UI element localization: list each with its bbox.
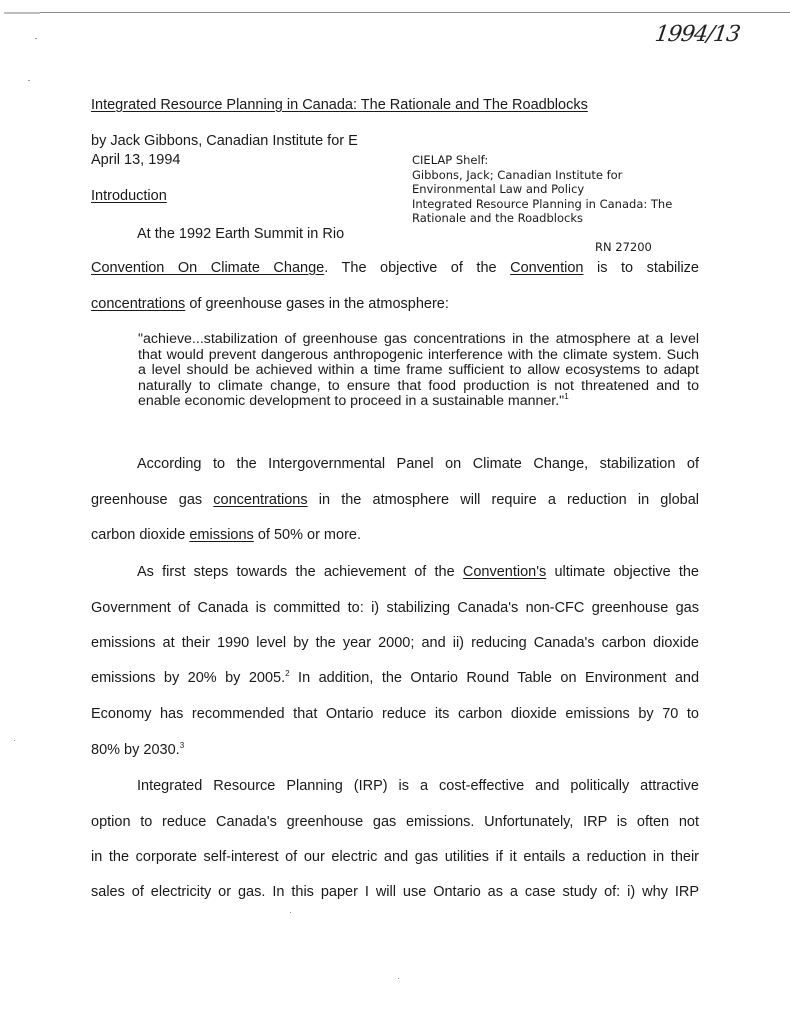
scan-speck [35, 38, 37, 39]
scan-top-edge-line [4, 12, 790, 13]
body-line [91, 670, 699, 686]
body-text: 80% by 2030. [91, 742, 180, 758]
paragraph-first-line: At the 1992 Earth Summit in Rio [137, 226, 345, 242]
quote-text: "achieve...stabilization of greenhouse gas concentrations in the atmosphere at a level that would prevent dangerous anthropogenic interference with the climate system. Such a level should be achieved within a time frame sufficient to allow ecosystems to adapt naturally to climate change, to ensure that food production is not threatened and to enable economic development to proceed in a sustainable manner." [138, 331, 699, 410]
shelf-stamp-line: Integrated Resource Planning in Canada: The [412, 196, 673, 211]
body-line: According to the Intergovernmental Panel on Climate Change, stabilization of [137, 456, 699, 472]
body-line [91, 742, 699, 758]
body-line: sales of electricity or gas. In this paper I will use Ontario as a case study of: i) why IRP [91, 884, 699, 900]
block-quote [138, 332, 699, 410]
body-line: Economy has recommended that Ontario reduce its carbon dioxide emissions by 70 to [91, 706, 699, 722]
author-byline: by Jack Gibbons, Canadian Institute for E [91, 133, 358, 149]
scan-speck [398, 978, 399, 979]
body-text: In addition, the Ontario Round Table on Environment and [289, 670, 700, 686]
body-text: is to stabilize [583, 260, 699, 276]
shelf-stamp-line: Environmental Law and Policy [412, 182, 585, 197]
body-text: of greenhouse gases in the atmosphere: [185, 296, 449, 312]
footnote-marker: 2 [285, 669, 290, 678]
body-line [91, 492, 699, 508]
scan-speck [28, 80, 30, 81]
underlined-term: concentrations [91, 296, 186, 312]
body-text: in the atmosphere will require a reduction in global [307, 492, 700, 508]
section-heading-introduction: Introduction [91, 188, 167, 204]
body-text: of 50% or more. [253, 527, 361, 543]
underlined-term: Convention's [462, 564, 547, 580]
body-line: Government of Canada is committed to: i) stabilizing Canada's non-CFC greenhouse gas [91, 600, 699, 616]
body-text: . The objective of the [324, 260, 511, 276]
shelf-stamp-line: Rationale and the Roadblocks [412, 211, 583, 226]
body-line: emissions at their 1990 level by the year 2000; and ii) reducing Canada's carbon dioxide [91, 635, 699, 651]
document-date: April 13, 1994 [91, 152, 181, 168]
scan-top-edge-mark [4, 12, 40, 14]
footnote-marker: 3 [179, 741, 185, 750]
body-line [91, 527, 699, 543]
footnote-marker: 1 [564, 392, 569, 402]
body-text: emissions by 20% by 2005. [91, 670, 286, 686]
underlined-term: Convention [510, 260, 584, 276]
shelf-stamp-label: CIELAP Shelf: [412, 153, 489, 167]
underlined-term: Convention On Climate Change [91, 260, 325, 276]
body-line: Integrated Resource Planning (IRP) is a cost-effective and politically attractive [137, 778, 699, 794]
body-text: ultimate objective the [546, 564, 699, 580]
handwritten-reference-number: 1994/13 [653, 22, 742, 47]
scan-speck [14, 740, 15, 741]
body-line: option to reduce Canada's greenhouse gas emissions. Unfortunately, IRP is often not [91, 814, 699, 830]
body-text: carbon dioxide [91, 527, 190, 543]
body-line [137, 564, 699, 580]
body-line [91, 260, 699, 276]
document-title: Integrated Resource Planning in Canada: The Rationale and The Roadblocks [91, 97, 588, 113]
library-shelf-stamp [412, 153, 672, 226]
body-text: greenhouse gas [91, 492, 214, 508]
record-number: RN 27200 [595, 240, 652, 254]
underlined-term: emissions [189, 527, 254, 543]
underlined-term: concentrations [213, 492, 308, 508]
shelf-stamp-line: Gibbons, Jack; Canadian Institute for [412, 167, 623, 182]
body-text: As first steps towards the achievement of the [137, 564, 463, 580]
body-line [91, 296, 699, 312]
scan-speck [290, 912, 291, 913]
body-line: in the corporate self-interest of our electric and gas utilities if it entails a reduction in their [91, 849, 699, 865]
